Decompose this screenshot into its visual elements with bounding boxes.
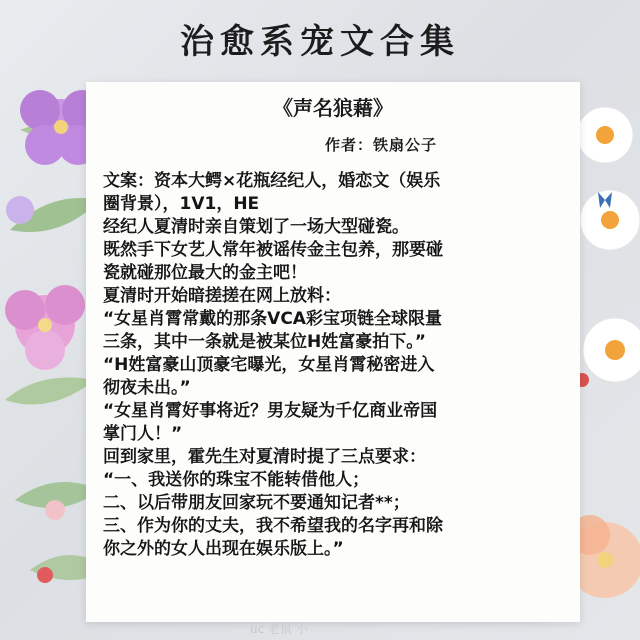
pink-flower-icon (5, 285, 85, 370)
synopsis-line: 三条，其中一条就是被某位H姓富豪拍下。” (103, 332, 426, 352)
page-header-title: 治愈系宠文合集 (180, 22, 460, 62)
daisy-icon (577, 107, 640, 382)
synopsis-line: 瓷就碰那位最大的金主吧！ (103, 263, 307, 283)
synopsis-line: 掌门人！” (103, 424, 183, 444)
synopsis-line: “H姓富豪山顶豪宅曝光，女星肖霄秘密进入 (103, 355, 435, 375)
synopsis-line: 圈背景），1V1，HE (103, 194, 260, 214)
synopsis-line: 经纪人夏清时亲自策划了一场大型碰瓷。 (103, 217, 409, 237)
synopsis-line: 彻夜未出。” (103, 378, 191, 398)
synopsis-line: 夏清时开始暗搓搓在网上放料： (103, 286, 341, 306)
synopsis-line: 三、作为你的丈夫，我不希望我的名字再和除 (103, 516, 443, 536)
synopsis-line: 文案：资本大鳄×花瓶经纪人，婚恋文（娱乐 (103, 171, 441, 191)
synopsis-line: 既然手下女艺人常年被谣传金主包养，那要碰 (103, 240, 443, 260)
synopsis-line: 回到家里，霍先生对夏清时提了三点要求： (103, 447, 426, 467)
synopsis-line: “女星肖霄常戴的那条VCA彩宝项链全球限量 (103, 309, 442, 329)
watermark: uc 老鼠 小 (250, 622, 308, 636)
book-title: 《声名狼藉》 (273, 96, 393, 120)
synopsis-line: 你之外的女人出现在娱乐版上。” (103, 539, 344, 559)
synopsis-line: “女星肖霄好事将近？男友疑为千亿商业帝国 (103, 401, 438, 421)
synopsis-line: “一、我送你的珠宝不能转借他人； (103, 470, 370, 490)
synopsis-line: 二、以后带朋友回家玩不要通知记者**； (103, 493, 410, 513)
author-line: 作者：铁扇公子 (325, 136, 438, 154)
synopsis-text (103, 170, 573, 561)
